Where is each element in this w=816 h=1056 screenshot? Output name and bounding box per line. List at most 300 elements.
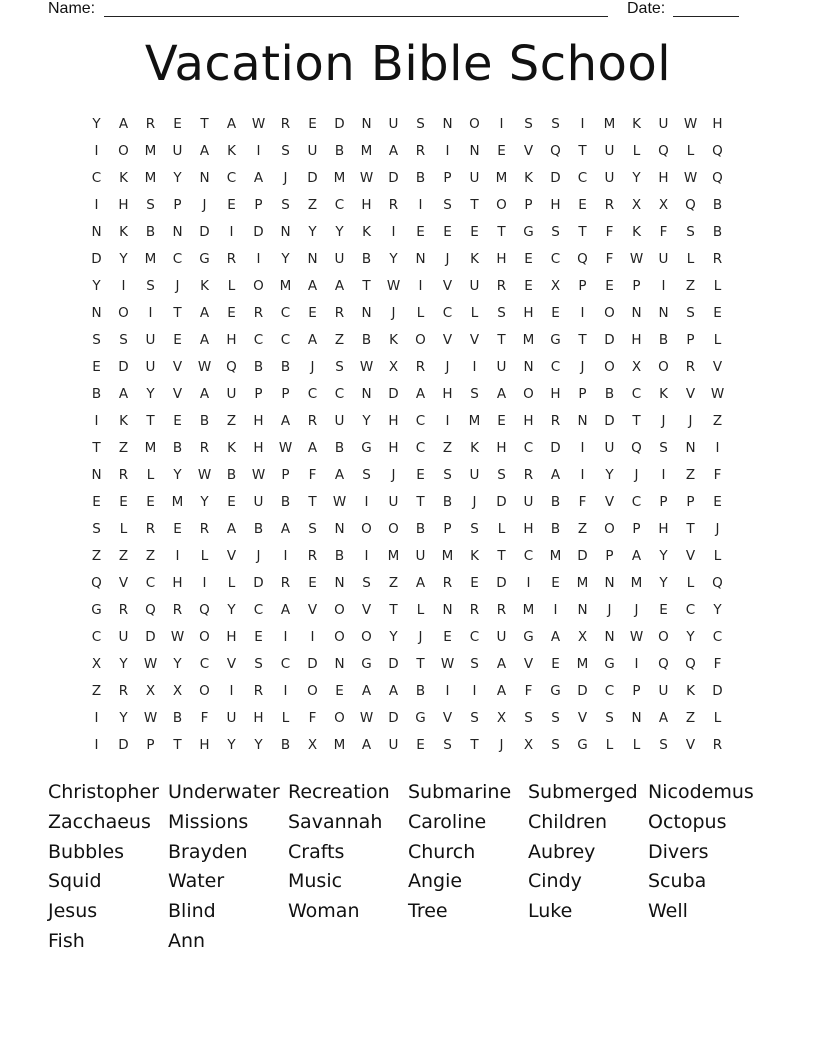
grid-letter: O <box>658 359 669 375</box>
grid-letter: I <box>94 413 99 429</box>
grid-letter: K <box>659 386 668 402</box>
grid-letter: N <box>685 440 696 456</box>
word-list-item: Children <box>528 810 608 833</box>
grid-letter: U <box>226 710 237 726</box>
grid-letter: C <box>307 386 318 402</box>
grid-letter: T <box>362 278 371 294</box>
grid-letter: P <box>254 197 263 213</box>
grid-letter: I <box>445 413 450 429</box>
grid-letter: M <box>144 251 157 267</box>
grid-letter: A <box>199 386 210 402</box>
grid-letter: S <box>281 197 290 213</box>
grid-letter: M <box>171 494 184 510</box>
grid-letter: B <box>199 413 210 429</box>
word-list-item: Zacchaeus <box>48 810 151 833</box>
grid-letter: L <box>686 575 695 591</box>
grid-letter: C <box>415 413 426 429</box>
grid-letter: M <box>576 575 589 591</box>
grid-letter: D <box>550 440 561 456</box>
grid-letter: B <box>415 683 426 699</box>
grid-letter: R <box>550 413 561 429</box>
grid-letter: Y <box>389 251 398 267</box>
grid-letter: T <box>416 494 425 510</box>
grid-letter: D <box>550 170 561 186</box>
grid-letter: Q <box>199 602 210 618</box>
grid-letter: T <box>416 656 425 672</box>
grid-letter: T <box>389 602 398 618</box>
grid-letter: R <box>334 305 345 321</box>
grid-letter: U <box>388 737 399 753</box>
grid-letter: U <box>307 143 318 159</box>
grid-letter: W <box>143 656 158 672</box>
grid-letter: A <box>334 467 345 483</box>
grid-row <box>83 678 733 705</box>
grid-letter: L <box>227 575 236 591</box>
grid-letter: U <box>658 116 669 132</box>
grid-letter: A <box>550 467 561 483</box>
grid-letter: K <box>470 251 479 267</box>
grid-letter: S <box>524 116 533 132</box>
grid-letter: I <box>418 278 423 294</box>
grid-letter: R <box>604 197 615 213</box>
grid-letter: H <box>712 116 723 132</box>
grid-letter: O <box>307 683 318 699</box>
grid-row <box>83 597 733 624</box>
grid-letter: K <box>119 170 128 186</box>
grid-letter: V <box>523 656 534 672</box>
grid-letter: H <box>361 197 372 213</box>
grid-letter: I <box>634 656 639 672</box>
grid-letter: E <box>443 629 452 645</box>
grid-letter: I <box>472 359 477 375</box>
grid-row <box>83 273 733 300</box>
grid-letter: H <box>253 413 264 429</box>
grid-letter: E <box>497 413 506 429</box>
grid-letter: N <box>199 170 210 186</box>
grid-letter: S <box>92 521 101 537</box>
grid-letter: J <box>580 359 585 375</box>
grid-letter: Q <box>685 197 696 213</box>
word-list-item: Crafts <box>288 840 345 863</box>
grid-letter: E <box>92 359 101 375</box>
grid-letter: I <box>364 494 369 510</box>
name-date-header <box>0 0 816 22</box>
grid-letter: I <box>580 305 585 321</box>
grid-letter: F <box>308 467 317 483</box>
grid-letter: Z <box>577 521 588 537</box>
grid-letter: A <box>280 413 291 429</box>
grid-letter: X <box>631 197 642 213</box>
grid-letter: J <box>634 602 639 618</box>
grid-letter: R <box>388 197 399 213</box>
grid-letter: L <box>119 521 128 537</box>
grid-letter: I <box>499 116 504 132</box>
grid-letter: Y <box>308 224 317 240</box>
grid-letter: D <box>604 413 615 429</box>
word-list-item: Savannah <box>288 810 383 833</box>
word-list-item: Octopus <box>648 810 727 833</box>
grid-letter: B <box>658 332 669 348</box>
grid-letter: N <box>334 656 345 672</box>
grid-letter: B <box>280 359 291 375</box>
page-title: Vacation Bible School <box>144 36 672 92</box>
grid-letter: E <box>470 575 479 591</box>
grid-letter: W <box>710 386 725 402</box>
grid-letter: Q <box>685 656 696 672</box>
grid-letter: N <box>172 224 183 240</box>
word-list-item: Fish <box>48 929 85 952</box>
grid-letter: J <box>634 467 639 483</box>
grid-letter: I <box>229 224 234 240</box>
grid-letter: J <box>661 413 666 429</box>
grid-letter: L <box>686 143 695 159</box>
grid-letter: B <box>253 359 264 375</box>
word-list-item: Angie <box>408 870 463 893</box>
grid-letter: E <box>119 494 128 510</box>
grid-letter: U <box>658 683 669 699</box>
grid-letter: D <box>712 683 723 699</box>
grid-letter: N <box>523 359 534 375</box>
grid-letter: V <box>523 143 534 159</box>
grid-letter: X <box>91 656 102 672</box>
grid-letter: O <box>604 359 615 375</box>
grid-letter: A <box>307 332 318 348</box>
word-list-item: Woman <box>288 900 360 923</box>
word-list-item: Divers <box>648 840 709 863</box>
word-list-item: Jesus <box>48 900 98 923</box>
grid-letter: M <box>360 143 373 159</box>
grid-letter: E <box>605 278 614 294</box>
grid-letter: I <box>283 629 288 645</box>
grid-letter: A <box>658 710 669 726</box>
grid-letter: S <box>470 656 479 672</box>
grid-letter: O <box>118 305 129 321</box>
grid-letter: Z <box>91 683 102 699</box>
grid-letter: U <box>496 629 507 645</box>
grid-letter: S <box>470 521 479 537</box>
grid-letter: E <box>173 521 182 537</box>
word-list-item: Cindy <box>528 870 582 893</box>
date-blank-line[interactable] <box>673 16 739 17</box>
grid-letter: F <box>524 683 533 699</box>
grid-letter: M <box>144 143 157 159</box>
grid-letter: D <box>307 656 318 672</box>
grid-letter: T <box>173 305 182 321</box>
word-list-item: Missions <box>168 810 249 833</box>
word-list-item: Luke <box>528 900 573 923</box>
grid-letter: Z <box>118 440 129 456</box>
grid-letter: E <box>308 575 317 591</box>
grid-letter: R <box>442 575 453 591</box>
grid-letter: Z <box>388 575 399 591</box>
grid-letter: I <box>202 575 207 591</box>
grid-letter: G <box>523 224 534 240</box>
grid-letter: N <box>658 305 669 321</box>
grid-letter: A <box>226 116 237 132</box>
grid-letter: T <box>308 494 317 510</box>
grid-letter: G <box>550 332 561 348</box>
grid-letter: I <box>283 548 288 564</box>
grid-letter: B <box>712 224 723 240</box>
grid-letter: L <box>416 305 425 321</box>
grid-row <box>83 354 733 381</box>
grid-letter: W <box>359 170 374 186</box>
grid-letter: E <box>227 494 236 510</box>
grid-letter: D <box>388 386 399 402</box>
grid-letter: N <box>91 305 102 321</box>
grid-letter: V <box>577 710 588 726</box>
grid-row <box>83 435 733 462</box>
word-list-item: Blind <box>168 900 216 923</box>
grid-row <box>83 192 733 219</box>
grid-letter: E <box>227 305 236 321</box>
grid-letter: X <box>388 359 399 375</box>
grid-letter: E <box>659 602 668 618</box>
grid-letter: Q <box>631 440 642 456</box>
grid-letter: I <box>445 683 450 699</box>
grid-letter: C <box>469 629 480 645</box>
grid-letter: O <box>334 710 345 726</box>
grid-letter: Z <box>226 413 237 429</box>
grid-letter: W <box>143 710 158 726</box>
grid-letter: S <box>443 737 452 753</box>
grid-letter: Y <box>92 278 101 294</box>
grid-letter: E <box>470 224 479 240</box>
grid-letter: T <box>200 116 209 132</box>
grid-row <box>83 489 733 516</box>
grid-letter: A <box>361 683 372 699</box>
grid-letter: H <box>442 386 453 402</box>
grid-letter: L <box>713 548 722 564</box>
grid-letter: W <box>440 656 455 672</box>
grid-letter: R <box>199 440 210 456</box>
grid-letter: I <box>580 467 585 483</box>
grid-letter: C <box>91 170 102 186</box>
grid-letter: N <box>334 521 345 537</box>
word-list-item: Christopher <box>48 781 159 803</box>
grid-letter: P <box>632 683 641 699</box>
grid-letter: J <box>283 170 288 186</box>
grid-letter: S <box>254 656 263 672</box>
grid-letter: O <box>469 116 480 132</box>
grid-letter: L <box>227 278 236 294</box>
grid-letter: Q <box>712 170 723 186</box>
grid-letter: C <box>550 359 561 375</box>
grid-letter: B <box>172 710 183 726</box>
grid-letter: W <box>683 116 698 132</box>
grid-letter: M <box>441 548 454 564</box>
grid-letter: Y <box>119 656 128 672</box>
grid-letter: O <box>604 305 615 321</box>
grid-letter: P <box>578 278 587 294</box>
grid-letter: P <box>254 386 263 402</box>
grid-letter: H <box>523 413 534 429</box>
grid-letter: N <box>442 116 453 132</box>
grid-letter: F <box>308 710 317 726</box>
grid-letter: I <box>94 710 99 726</box>
grid-letter: V <box>712 359 723 375</box>
grid-letter: J <box>715 521 720 537</box>
grid-letter: Q <box>577 251 588 267</box>
grid-letter: E <box>308 116 317 132</box>
grid-letter: A <box>280 602 291 618</box>
grid-row <box>83 516 733 543</box>
grid-letter: N <box>307 251 318 267</box>
grid-letter: J <box>445 359 450 375</box>
grid-letter: A <box>199 305 210 321</box>
grid-letter: Y <box>659 575 668 591</box>
grid-row <box>83 300 733 327</box>
grid-letter: G <box>415 710 426 726</box>
grid-letter: D <box>253 224 264 240</box>
grid-letter: M <box>522 332 535 348</box>
grid-letter: I <box>229 683 234 699</box>
grid-letter: E <box>713 494 722 510</box>
grid-letter: M <box>333 737 346 753</box>
grid-letter: I <box>148 305 153 321</box>
grid-letter: O <box>604 521 615 537</box>
grid-letter: E <box>551 575 560 591</box>
grid-letter: D <box>388 656 399 672</box>
grid-letter: M <box>144 170 157 186</box>
grid-letter: E <box>92 494 101 510</box>
grid-letter: P <box>632 521 641 537</box>
grid-letter: W <box>251 467 266 483</box>
grid-letter: W <box>251 116 266 132</box>
grid-letter: T <box>497 332 506 348</box>
grid-letter: W <box>332 494 347 510</box>
grid-letter: Y <box>173 656 182 672</box>
grid-letter: M <box>333 170 346 186</box>
grid-letter: K <box>227 143 236 159</box>
grid-letter: R <box>172 602 183 618</box>
grid-letter: T <box>497 548 506 564</box>
grid-row <box>83 246 733 273</box>
grid-letter: K <box>470 440 479 456</box>
grid-letter: A <box>415 575 426 591</box>
grid-letter: C <box>631 494 642 510</box>
grid-letter: Y <box>173 170 182 186</box>
grid-letter: D <box>496 575 507 591</box>
grid-letter: B <box>253 521 264 537</box>
grid-letter: U <box>523 494 534 510</box>
grid-letter: V <box>307 602 318 618</box>
grid-letter: S <box>362 575 371 591</box>
grid-letter: N <box>361 386 372 402</box>
grid-letter: U <box>145 359 156 375</box>
grid-letter: H <box>496 251 507 267</box>
grid-letter: D <box>118 359 129 375</box>
grid-letter: J <box>499 737 504 753</box>
grid-letter: S <box>146 197 155 213</box>
grid-letter: S <box>470 710 479 726</box>
grid-letter: F <box>713 467 722 483</box>
grid-letter: C <box>199 656 210 672</box>
grid-letter: B <box>91 386 102 402</box>
grid-letter: L <box>632 737 641 753</box>
grid-letter: I <box>175 548 180 564</box>
grid-letter: M <box>279 278 292 294</box>
grid-letter: C <box>280 656 291 672</box>
name-blank-line[interactable] <box>104 16 608 17</box>
grid-letter: H <box>496 440 507 456</box>
grid-letter: D <box>334 116 345 132</box>
grid-letter: T <box>470 197 479 213</box>
grid-letter: W <box>359 359 374 375</box>
grid-row <box>83 219 733 246</box>
grid-letter: L <box>686 251 695 267</box>
grid-letter: Q <box>658 143 669 159</box>
grid-letter: R <box>280 575 291 591</box>
grid-letter: W <box>197 467 212 483</box>
grid-letter: D <box>577 548 588 564</box>
grid-letter: R <box>118 683 129 699</box>
grid-letter: I <box>256 143 261 159</box>
grid-letter: A <box>118 386 129 402</box>
grid-letter: U <box>334 413 345 429</box>
grid-letter: S <box>362 467 371 483</box>
grid-letter: Z <box>442 440 453 456</box>
grid-letter: Y <box>605 467 614 483</box>
grid-letter: O <box>334 602 345 618</box>
grid-letter: C <box>280 305 291 321</box>
grid-letter: J <box>391 305 396 321</box>
grid-letter: Q <box>712 143 723 159</box>
grid-letter: M <box>387 548 400 564</box>
word-list-item: Squid <box>48 870 102 893</box>
word-list-item: Ann <box>168 929 206 952</box>
grid-letter: I <box>661 467 666 483</box>
grid-letter: X <box>172 683 183 699</box>
grid-letter: J <box>202 197 207 213</box>
grid-letter: U <box>604 440 615 456</box>
name-label: Name: <box>48 0 96 17</box>
grid-letter: I <box>94 143 99 159</box>
grid-letter: F <box>605 224 614 240</box>
grid-letter: P <box>632 278 641 294</box>
grid-letter: M <box>522 602 535 618</box>
grid-letter: E <box>524 251 533 267</box>
grid-letter: M <box>468 413 481 429</box>
grid-letter: C <box>577 170 588 186</box>
grid-letter: A <box>307 278 318 294</box>
grid-letter: I <box>715 440 720 456</box>
word-list-item: Bubbles <box>48 840 125 863</box>
grid-letter: U <box>469 278 480 294</box>
word-list-item: Church <box>408 840 476 863</box>
grid-letter: P <box>686 332 695 348</box>
grid-letter: A <box>361 737 372 753</box>
grid-letter: X <box>658 197 669 213</box>
grid-letter: S <box>686 224 695 240</box>
grid-letter: S <box>551 224 560 240</box>
grid-letter: T <box>578 224 587 240</box>
grid-letter: H <box>226 629 237 645</box>
grid-letter: J <box>391 467 396 483</box>
grid-letter: A <box>496 656 507 672</box>
grid-letter: U <box>388 116 399 132</box>
grid-letter: K <box>227 440 236 456</box>
grid-letter: N <box>280 224 291 240</box>
grid-letter: B <box>280 737 291 753</box>
grid-letter: S <box>659 737 668 753</box>
grid-letter: E <box>173 332 182 348</box>
grid-letter: W <box>278 440 293 456</box>
grid-row <box>83 651 733 678</box>
grid-letter: B <box>550 494 561 510</box>
grid-letter: U <box>496 359 507 375</box>
grid-letter: I <box>526 575 531 591</box>
